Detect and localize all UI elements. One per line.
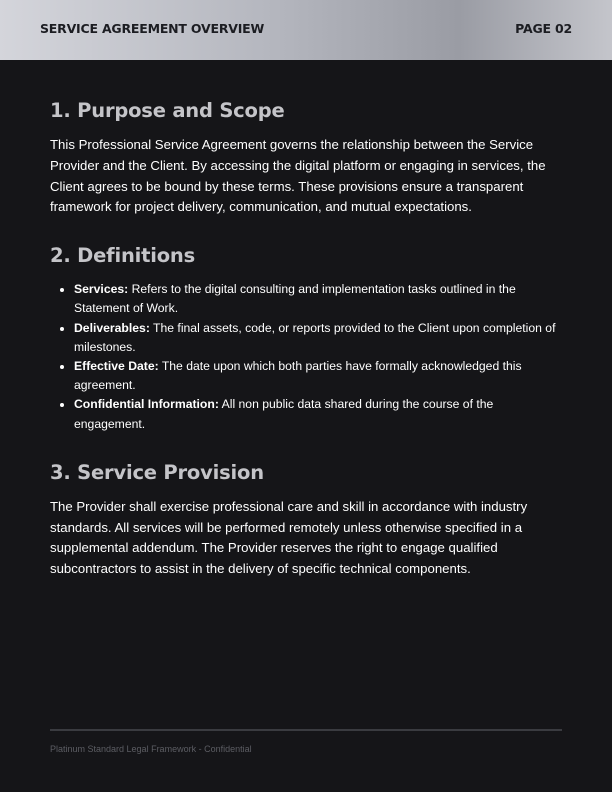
list-item	[74, 280, 562, 318]
page-header	[0, 0, 612, 60]
definition-text: The final assets, code, or reports provided to the Client upon completion of milestones.	[74, 320, 556, 354]
footer-text: Platinum Standard Legal Framework - Confidential	[50, 744, 252, 754]
list-item	[74, 357, 562, 395]
definition-term: Services:	[74, 282, 129, 297]
document-body	[50, 97, 562, 580]
section-heading: 1. Purpose and Scope	[50, 99, 285, 122]
definitions-list	[50, 280, 562, 434]
definition-text: Refers to the digital consulting and implementation tasks outlined in the Statement of Work.	[74, 282, 516, 316]
footer-divider	[50, 729, 562, 731]
section-service-provision	[50, 459, 562, 580]
section-heading: 2. Definitions	[50, 244, 196, 268]
definition-term: Effective Date:	[74, 359, 159, 373]
definition-text: The date upon which both parties have formally acknowledged this agreement.	[74, 359, 522, 393]
definition-term: Confidential Information:	[74, 397, 219, 412]
definition-text: All non public data shared during the course of the engagement.	[74, 397, 494, 431]
section-purpose-and-scope	[50, 97, 562, 218]
section-paragraph: This Professional Service Agreement governs the relationship between the Service Provider and the Client. By accessing the digital platform or engaging in services, the Client agrees to be bound by these terms. These provisions ensure a transparent framework for project delivery, communication, and mutual expectations.	[50, 137, 546, 215]
list-item	[74, 319, 562, 357]
section-definitions	[50, 242, 562, 434]
section-paragraph: The Provider shall exercise professional care and skill in accordance with industry standards. All services will be performed remotely unless otherwise specified in a supplemental addendum. The Provider reserves the right to engage qualified subcontractors to assist in the delivery of specific technical components.	[50, 498, 528, 577]
section-heading: 3. Service Provision	[50, 460, 264, 484]
definition-term: Deliverables:	[74, 320, 150, 335]
page-number: PAGE 02	[515, 21, 572, 36]
list-item	[74, 395, 562, 433]
document-title: SERVICE AGREEMENT OVERVIEW	[40, 21, 265, 36]
